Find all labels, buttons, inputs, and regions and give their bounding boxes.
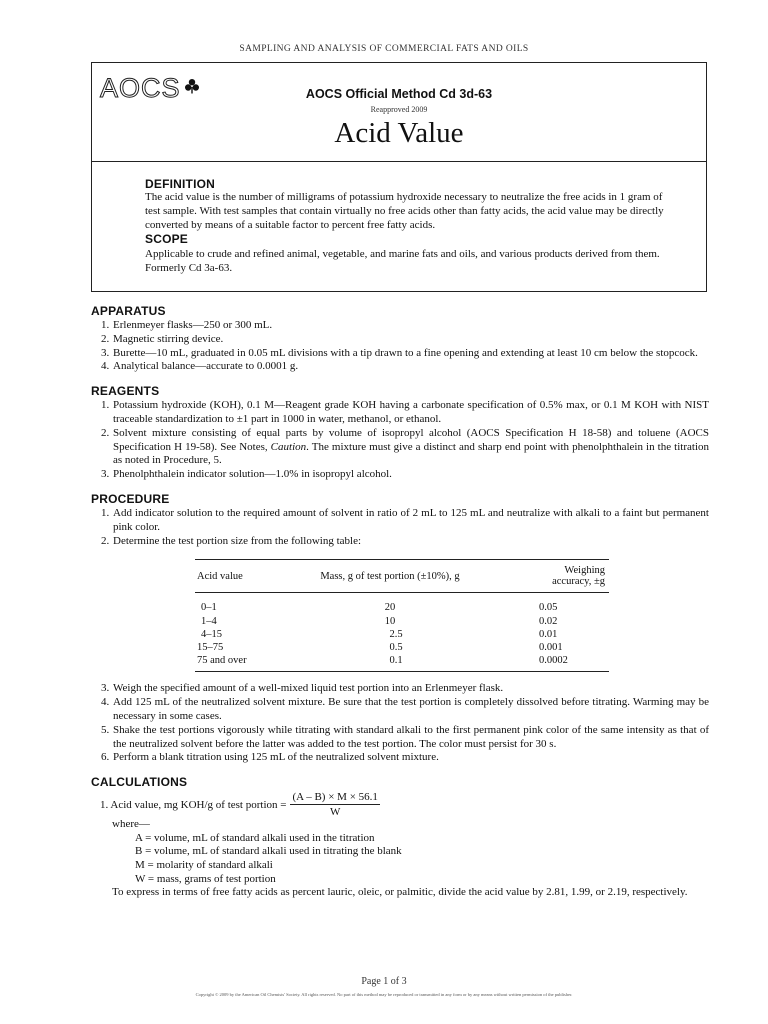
- page-number: Page 1 of 3: [361, 976, 407, 987]
- list-item: 1. Erlenmeyer flasks—250 or 300 mL.: [112, 319, 709, 333]
- procedure-section: [91, 492, 709, 765]
- table-cell: 0–1: [201, 602, 217, 614]
- list-item: 1. Potassium hydroxide (KOH), 0.1 M—Reagent grade KOH having a carbonate specification of 0.5% max, or 0.1 M KOH with NIST traceable standardization to ±1 part in 1000 in water, methanol, or ethanol.: [112, 399, 709, 427]
- reagent-text: . The mixture must give a distinct and sharp end point with phenolphthalein in the titration as noted in Procedure, 5.: [113, 440, 709, 467]
- list-item: 4. Add 125 mL of the neutralized solvent mixture. Be sure that the test portion is completely dissolved before titrating. Warming may be necessary in some cases.: [112, 696, 709, 724]
- table-cell: 0.1: [277, 654, 503, 672]
- table-cell: 10: [384, 615, 396, 627]
- table-cell: 1–4: [201, 615, 217, 627]
- logo-text: AOCS: [100, 72, 181, 103]
- list-item: 3. Weigh the specified amount of a well-mixed liquid test portion into an Erlenmeyer flask.: [112, 682, 709, 696]
- table-cell: 4–15: [201, 628, 222, 640]
- calculations-section: [91, 775, 709, 900]
- list-item: 3. Phenolphthalein indicator solution—1.0% in isopropyl alcohol.: [112, 468, 709, 482]
- list-item: [112, 427, 709, 468]
- column-header: Mass, g of test portion (±10%), g: [277, 560, 503, 593]
- reagents-heading: REAGENTS: [91, 384, 160, 399]
- procedure-heading: PROCEDURE: [91, 491, 170, 506]
- procedure-list: [91, 507, 709, 548]
- procedure-list-continued: [91, 682, 709, 765]
- formula-numerator: (A – B) × M × 56.1: [292, 791, 378, 804]
- copyright-notice: Copyright © 2009 by the American Oil Chemists' Society. All rights reserved. No part of this method may be reproduced or transmitted in any form or by any means without written permission of the publisher.: [195, 992, 573, 997]
- table-cell: 0.05: [539, 602, 558, 614]
- definition-scope-box: [91, 162, 707, 292]
- scope-text: Applicable to crude and refined animal, vegetable, and marine fats and oils, and various products derived from them. Formerly Cd 3a-63.: [145, 248, 660, 275]
- reagent-text: Solvent mixture consisting of equal parts by volume of isopropyl alcohol (AOCS Specification H 18-58) and toluene (AOCS Specification H 19-58). See Notes,: [113, 426, 709, 453]
- table-row: [195, 593, 609, 615]
- variable-list: [112, 832, 709, 886]
- apparatus-section: [91, 304, 709, 374]
- scope-heading: SCOPE: [145, 232, 189, 247]
- test-portion-table: [195, 559, 609, 672]
- column-header: Acid value: [195, 560, 277, 593]
- method-header-box: [91, 62, 707, 162]
- variable-definition: W = mass, grams of test portion: [135, 872, 276, 885]
- apparatus-list: [91, 319, 709, 374]
- reagents-section: [91, 384, 709, 482]
- table-row: [195, 641, 609, 654]
- acid-value-formula: [100, 791, 709, 818]
- document-title: Acid Value: [334, 117, 464, 149]
- list-item: 1. Add indicator solution to the required amount of solvent in ratio of 2 mL to 125 mL and neutralize with alkali to a faint but permanent pink color.: [112, 507, 709, 535]
- calculations-heading: CALCULATIONS: [91, 775, 188, 790]
- formula-denominator: W: [330, 806, 341, 819]
- ffa-conversion-note: To express in terms of free fatty acids as percent lauric, oleic, or palmitic, divide the acid value by 2.81, 1.99, or 2.19, respectively.: [112, 886, 688, 899]
- table-cell: 20: [384, 602, 396, 614]
- test-portion-table-wrap: [195, 559, 609, 672]
- column-header: Weighing accuracy, ±g: [503, 560, 609, 593]
- table-row: [195, 628, 609, 641]
- table-row: [195, 654, 609, 672]
- formula-fraction: [290, 791, 379, 818]
- list-item: 3. Burette—10 mL, graduated in 0.05 mL divisions with a tip drawn to a fine opening and extending at least 10 cm below the stopcock.: [112, 347, 709, 361]
- table-row: [195, 615, 609, 628]
- table-cell: 15–75: [197, 641, 224, 653]
- table-cell: 0.001: [539, 641, 563, 653]
- variable-definition: A = volume, mL of standard alkali used in the titration: [135, 831, 375, 844]
- table-cell: 0.01: [539, 628, 558, 640]
- method-number: AOCS Official Method Cd 3d-63: [305, 87, 493, 101]
- definition-text: The acid value is the number of milligrams of potassium hydroxide necessary to neutralize the free acids in 1 gram of test sample. With test samples that contain virtually no free acids other than fatty acids, the acid value may be directly converted by means of a suitable factor to percent free fatty acids.: [145, 191, 664, 231]
- list-item: 2. Magnetic stirring device.: [112, 333, 709, 347]
- formula-label: 1. Acid value, mg KOH/g of test portion =: [100, 798, 287, 811]
- caution-emphasis: Caution: [270, 440, 307, 453]
- definition-heading: DEFINITION: [145, 177, 215, 191]
- reapproved-note: Reapproved 2009: [370, 105, 428, 114]
- list-item: 4. Analytical balance—accurate to 0.0001 g.: [112, 360, 709, 374]
- table-cell: 0.0002: [503, 654, 609, 672]
- list-item: 2. Determine the test portion size from the following table:: [112, 535, 709, 549]
- apparatus-heading: APPARATUS: [91, 304, 166, 318]
- table-cell: 0.5: [389, 641, 403, 653]
- variable-definition: M = molarity of standard alkali: [135, 858, 273, 871]
- table-cell: 2.5: [389, 628, 403, 640]
- where-label: where—: [112, 818, 150, 831]
- running-head: SAMPLING AND ANALYSIS OF COMMERCIAL FATS AND OILS: [239, 44, 529, 54]
- list-item: 5. Shake the test portions vigorously while titrating with standard alkali to the first permanent pink color of the same intensity as that of the neutralized solvent before the latter was added to the test portion. The color must persist for 30 s.: [112, 724, 709, 752]
- variable-definition: B = volume, mL of standard alkali used in titrating the blank: [135, 845, 402, 858]
- reagents-list: [91, 399, 709, 482]
- table-cell: 0.02: [539, 615, 558, 627]
- list-item: 6. Perform a blank titration using 125 mL of the neutralized solvent mixture.: [112, 751, 709, 765]
- main-content: [91, 304, 709, 910]
- table-cell: 75 and over: [195, 654, 277, 672]
